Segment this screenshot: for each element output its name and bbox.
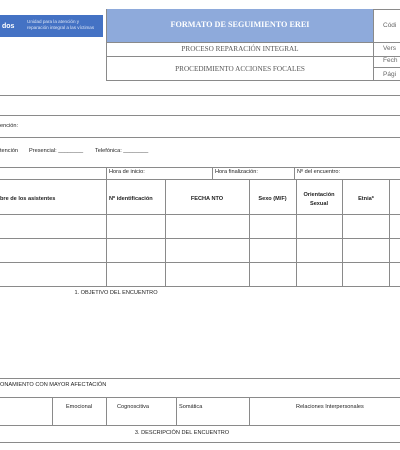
logo-text: Unidad para la atención y reparación integral a las víctimas bbox=[27, 19, 95, 30]
col-id-number: Nº identificación bbox=[109, 196, 153, 202]
affect-somatic[interactable]: Somática bbox=[179, 404, 203, 410]
phone-field[interactable]: Telefónica: ________ bbox=[95, 148, 149, 154]
logo-brand: dos bbox=[2, 23, 15, 30]
header-procedure: PROCEDIMIENTO ACCIONES FOCALES bbox=[175, 65, 305, 73]
modality-label: tención bbox=[0, 148, 19, 154]
start-time-field[interactable]: Hora de inicio: bbox=[109, 169, 145, 175]
header-title: FORMATO DE SEGUIMIENTO EREI bbox=[170, 20, 310, 29]
logo-area bbox=[0, 9, 106, 42]
date-label: Fech bbox=[383, 57, 398, 64]
affect-interpersonal[interactable]: Relaciones Interpersonales bbox=[296, 404, 364, 410]
header-process: PROCESO REPARACIÓN INTEGRAL bbox=[181, 45, 299, 53]
affected-dimension-label: ONAMIENTO CON MAYOR AFECTACIÓN bbox=[0, 382, 107, 388]
col-orientation: Orientación Sexual bbox=[303, 192, 335, 207]
page-label: Pági bbox=[383, 71, 397, 78]
code-label: Códi bbox=[383, 22, 397, 29]
section-objective-title: 1. OBJETIVO DEL ENCUENTRO bbox=[74, 290, 158, 296]
attention-label: ención: bbox=[0, 123, 19, 129]
col-birth-date: FECHA NTO bbox=[190, 196, 224, 202]
presential-field[interactable]: Presencial: ________ bbox=[29, 148, 84, 154]
col-sex: Sexo (M/F) bbox=[258, 196, 287, 202]
affect-cognitive[interactable]: Cognoscitiva bbox=[117, 404, 150, 410]
meeting-number-field[interactable]: Nº del encuentro: bbox=[297, 169, 341, 175]
version-label: Vers bbox=[383, 45, 397, 52]
section-description-title: 3. DESCRIPCIÓN DEL ENCUENTRO bbox=[134, 430, 230, 436]
col-attendee-name: bre de los asistentes bbox=[0, 196, 56, 202]
affect-emotional[interactable]: Emocional bbox=[65, 404, 93, 410]
col-ethnicity: Etnia* bbox=[358, 196, 374, 202]
end-time-field[interactable]: Hora finalización: bbox=[215, 169, 258, 175]
objective-area[interactable] bbox=[0, 300, 400, 378]
